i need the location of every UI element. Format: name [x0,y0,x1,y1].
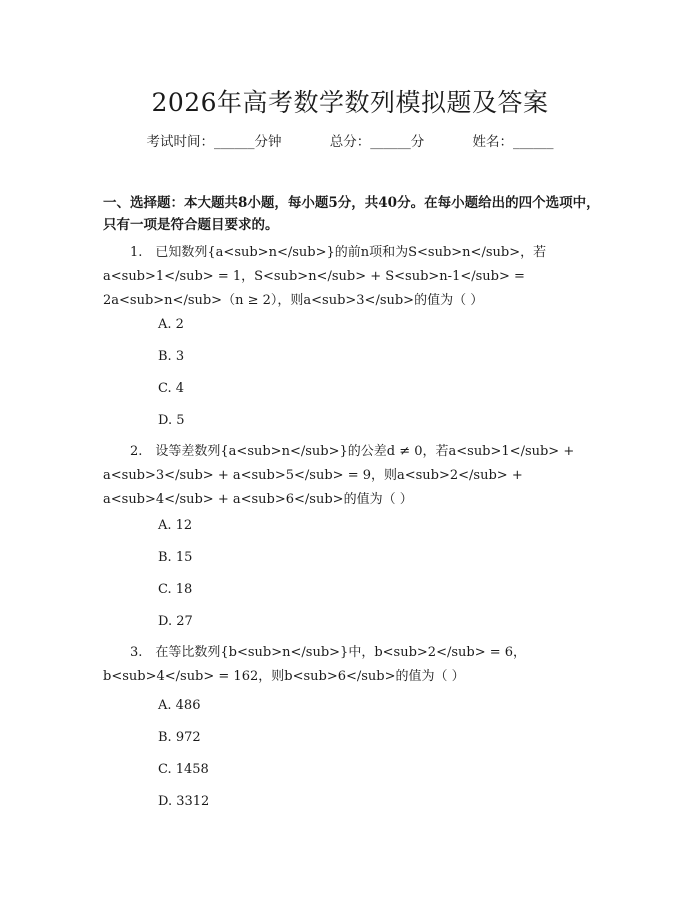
question-2-option-b: B. 15 [158,550,193,565]
question-2: 2. 设等差数列{a<sub>n</sub>}的公差d ≠ 0，若a<sub>1</sub> + a<sub>3</sub> + a<sub>5</sub> = 9，则a<sub>2</sub> + a<sub>4</sub> + a<sub>6</sub>的值为（ ） [103,444,575,507]
question-2-option-d: D. 27 [158,614,193,629]
question-1-option-a: A. 2 [158,317,184,332]
question-3-option-c: C. 1458 [158,762,209,777]
question-1: 1. 已知数列{a<sub>n</sub>}的前n项和为S<sub>n</sub>，若a<sub>1</sub> = 1，S<sub>n</sub> + S<sub>n-1</sub> = 2a<sub>n</sub>（n ≥ 2），则a<sub>3</sub>的值为（ ） [103,245,547,308]
question-1-option-d: D. 5 [158,413,185,428]
question-3-option-a: A. 486 [158,698,201,713]
total-score-field: 总分：______分 [329,134,425,150]
question-3-option-b: B. 972 [158,730,201,745]
name-field: 姓名：______ [472,134,554,150]
exam-time-field: 考试时间：______分钟 [146,134,282,150]
section-heading: 一、选择题：本大题共8小题，每小题5分，共40分。在每小题给出的四个选项中，只有一项是符合题目要求的。 [103,195,600,233]
question-3: 3. 在等比数列{b<sub>n</sub>}中，b<sub>2</sub> = 6，b<sub>4</sub> = 162，则b<sub>6</sub>的值为（ ） [103,645,527,684]
question-1-option-b: B. 3 [158,349,185,364]
page-title: 2026年高考数学数列模拟题及答案 [151,88,549,117]
question-2-option-c: C. 18 [158,582,193,597]
question-1-option-c: C. 4 [158,381,185,396]
question-3-option-d: D. 3312 [158,794,210,809]
exam-meta [0,130,700,150]
question-2-option-a: A. 12 [158,518,193,533]
